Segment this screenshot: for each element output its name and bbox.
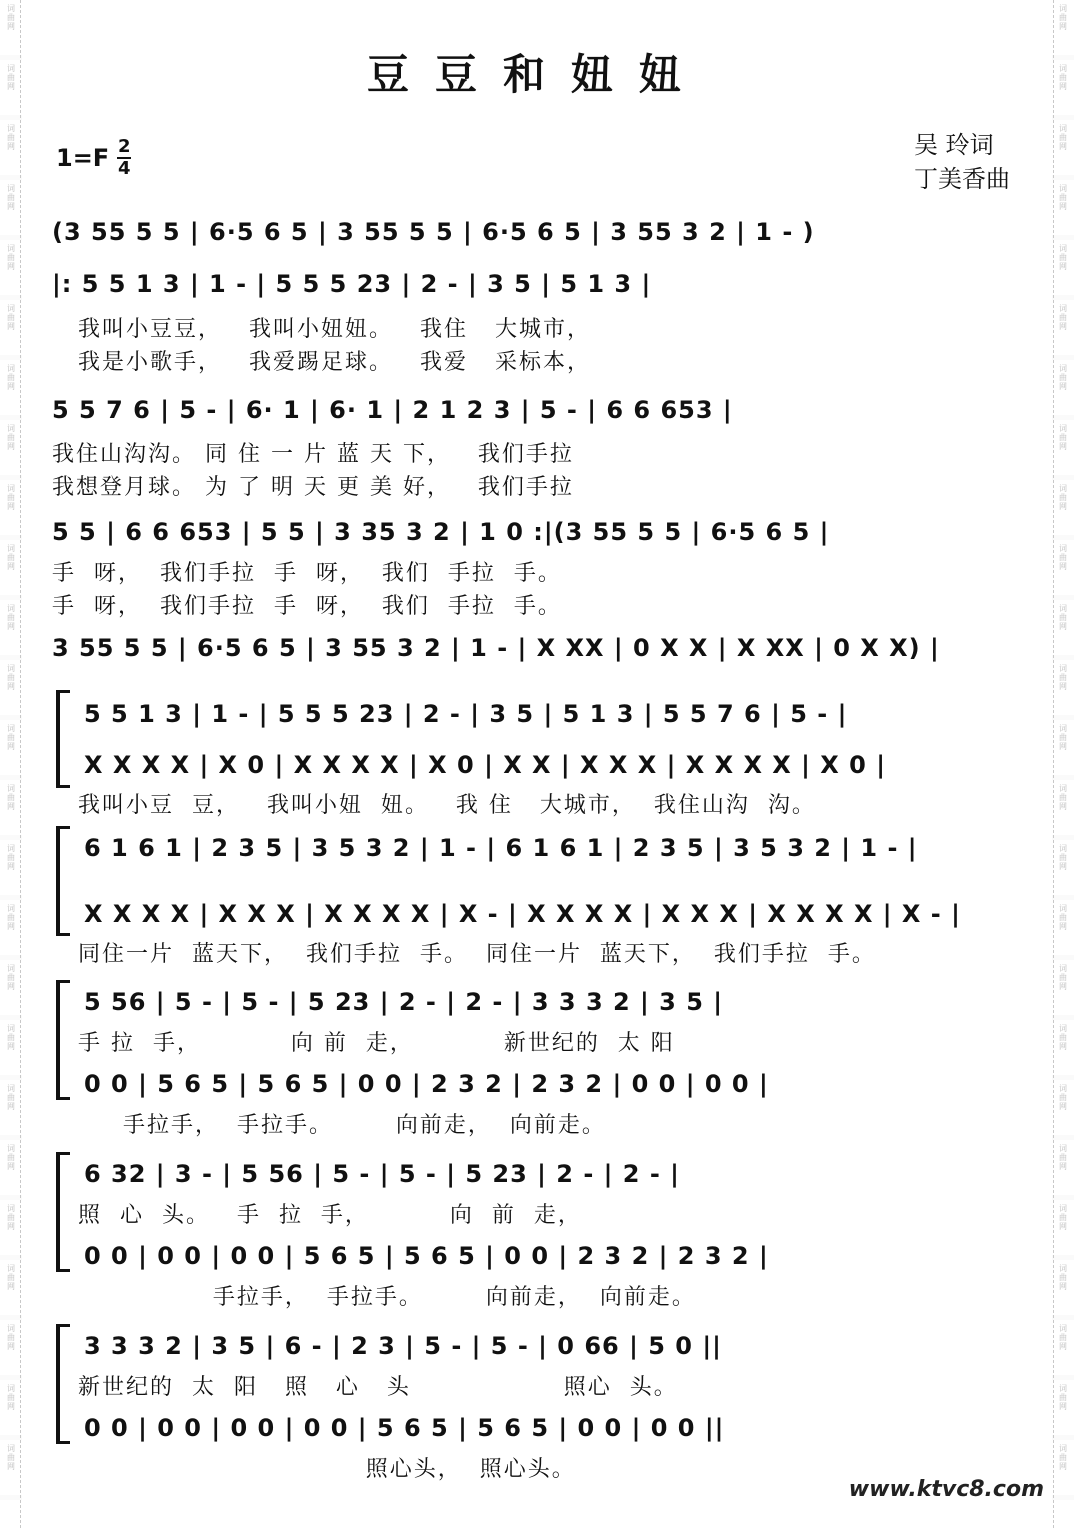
right-watermark-strip [1052,0,1074,1528]
watermark-text: 词 曲 网 [7,64,15,91]
watermark-text: 词 曲 网 [1059,1444,1067,1471]
lyric-line-4: 我想登月球。 为 了 明 天 更 美 好， 我们手拉 [52,475,574,500]
notation-line-11: 0 0 | 5 6 5 | 5 6 5 | 0 0 | 2 3 2 | 2 3 2 | 0 0 | 0 0 | [84,1070,769,1098]
notation-line-15: 0 0 | 0 0 | 0 0 | 0 0 | 5 6 5 | 5 6 5 | 0 0 | 0 0 || [84,1414,725,1442]
composer-credit: 丁美香曲 [914,165,1010,193]
lyricist-credit: 吴 玲词 [914,131,994,159]
system-brace-4 [56,1152,70,1272]
watermark-text: 词 曲 网 [7,1084,15,1111]
lyric-line-8: 同住一片 蓝天下， 我们手拉 手。 同住一片 蓝天下， 我们手拉 手。 [78,942,876,967]
watermark-text: 词 曲 网 [1059,304,1067,331]
watermark-text: 词 曲 网 [1059,4,1067,31]
watermark-text: 词 曲 网 [1059,784,1067,811]
watermark-text: 词 曲 网 [7,184,15,211]
lyric-line-10: 手拉手， 手拉手。 向前走， 向前走。 [78,1113,606,1138]
lyric-line-3: 我住山沟沟。 同 住 一 片 蓝 天 下， 我们手拉 [52,442,574,467]
key-label: 1=F [56,144,110,172]
lyric-line-7: 我叫小豆 豆， 我叫小妞 妞。 我 住 大城市， 我住山沟 沟。 [78,793,816,818]
watermark-text: 词 曲 网 [7,844,15,871]
watermark-text: 词 曲 网 [7,964,15,991]
notation-line-2: |: 5 5 1 3 | 1 - | 5 5 5 23 | 2 - | 3 5 | 5 1 3 | [52,270,652,298]
site-logo: www.ktvc8.com [848,1477,1044,1502]
watermark-text: 词 曲 网 [1059,964,1067,991]
watermark-text: 词 曲 网 [7,1264,15,1291]
watermark-text: 词 曲 网 [1059,64,1067,91]
notation-line-3: 5 5 7 6 | 5 - | 6· 1 | 6· 1 | 2 1 2 3 | 5 - | 6 6 653 | [52,396,733,424]
watermark-text: 词 曲 网 [1059,1384,1067,1411]
notation-line-13: 0 0 | 0 0 | 0 0 | 5 6 5 | 5 6 5 | 0 0 | 2 3 2 | 2 3 2 | [84,1242,769,1270]
watermark-text: 词 曲 网 [1059,1204,1067,1231]
lyric-line-13: 新世纪的 太 阳 照 心 头 照心 头。 [78,1375,678,1400]
watermark-text: 词 曲 网 [7,484,15,511]
watermark-text: 词 曲 网 [7,1144,15,1171]
watermark-text: 词 曲 网 [7,424,15,451]
watermark-text: 词 曲 网 [7,904,15,931]
watermark-text: 词 曲 网 [1059,1144,1067,1171]
watermark-text: 词 曲 网 [7,304,15,331]
system-brace-1 [56,690,70,788]
left-watermark-strip [0,0,22,1528]
lyric-line-9: 手 拉 手， 向 前 走， 新世纪的 太 阳 [78,1031,675,1056]
watermark-text: 词 曲 网 [1059,244,1067,271]
notation-line-7: X X X X | X 0 | X X X X | X 0 | X X | X X X | X X X X | X 0 | [84,751,886,779]
notation-line-1: (3 55 5 5 | 6·5 6 5 | 3 55 5 5 | 6·5 6 5 | 3 55 3 2 | 1 - ) [52,218,815,246]
watermark-text: 词 曲 网 [1059,124,1067,151]
notation-line-4: 5 5 | 6 6 653 | 5 5 | 3 35 3 2 | 1 0 :|(3 55 5 5 | 6·5 6 5 | [52,518,830,546]
watermark-text: 词 曲 网 [7,544,15,571]
watermark-text: 词 曲 网 [1059,724,1067,751]
watermark-text: 词 曲 网 [7,784,15,811]
watermark-text: 词 曲 网 [7,364,15,391]
lyric-line-6: 手 呀， 我们手拉 手 呀， 我们 手拉 手。 [52,594,562,619]
system-brace-3 [56,980,70,1100]
watermark-text: 词 曲 网 [7,1324,15,1351]
lyric-line-5: 手 呀， 我们手拉 手 呀， 我们 手拉 手。 [52,561,562,586]
watermark-text: 词 曲 网 [1059,484,1067,511]
credits [914,128,1010,196]
notation-line-6: 5 5 1 3 | 1 - | 5 5 5 23 | 2 - | 3 5 | 5 1 3 | 5 5 7 6 | 5 - | [84,700,848,728]
watermark-text: 词 曲 网 [7,664,15,691]
watermark-text: 词 曲 网 [1059,604,1067,631]
watermark-text: 词 曲 网 [1059,424,1067,451]
watermark-text: 词 曲 网 [1059,184,1067,211]
watermark-text: 词 曲 网 [7,124,15,151]
watermark-text: 词 曲 网 [7,244,15,271]
watermark-text: 词 曲 网 [1059,1024,1067,1051]
lyric-line-1: 我叫小豆豆， 我叫小妞妞。 我住 大城市， [78,317,591,342]
song-title: 豆豆和妞妞 [366,50,707,99]
key-signature [56,138,131,178]
watermark-text: 词 曲 网 [1059,664,1067,691]
notation-line-9: X X X X | X X X | X X X X | X - | X X X X | X X X | X X X X | X - | [84,900,961,928]
lyric-line-12: 手拉手， 手拉手。 向前走， 向前走。 [78,1285,696,1310]
watermark-text: 词 曲 网 [1059,1324,1067,1351]
watermark-text: 词 曲 网 [1059,1264,1067,1291]
system-brace-5 [56,1324,70,1444]
notation-line-5: 3 55 5 5 | 6·5 6 5 | 3 55 3 2 | 1 - | X XX | 0 X X | X XX | 0 X X) | [52,634,940,662]
notation-line-12: 6 32 | 3 - | 5 56 | 5 - | 5 - | 5 23 | 2 - | 2 - | [84,1160,680,1188]
watermark-text: 词 曲 网 [7,1384,15,1411]
time-signature: $\frac{2}{4}$ [117,136,131,179]
watermark-text: 词 曲 网 [1059,364,1067,391]
watermark-text: 词 曲 网 [7,1204,15,1231]
watermark-text: 词 曲 网 [1059,844,1067,871]
lyric-line-14: 照心头， 照心头。 [78,1457,576,1482]
watermark-text: 词 曲 网 [7,724,15,751]
system-brace-2 [56,826,70,936]
watermark-text: 词 曲 网 [1059,1084,1067,1111]
watermark-text: 词 曲 网 [7,1024,15,1051]
notation-line-14: 3 3 3 2 | 3 5 | 6 - | 2 3 | 5 - | 5 - | 0 66 | 5 0 || [84,1332,722,1360]
watermark-text: 词 曲 网 [7,1444,15,1471]
watermark-text: 词 曲 网 [1059,544,1067,571]
watermark-text: 词 曲 网 [7,604,15,631]
lyric-line-2: 我是小歌手， 我爱踢足球。 我爱 采标本， [78,350,591,375]
notation-line-10: 5 56 | 5 - | 5 - | 5 23 | 2 - | 2 - | 3 3 3 2 | 3 5 | [84,988,724,1016]
watermark-text: 词 曲 网 [1059,904,1067,931]
watermark-text: 词 曲 网 [7,4,15,31]
notation-line-8: 6 1 6 1 | 2 3 5 | 3 5 3 2 | 1 - | 6 1 6 1 | 2 3 5 | 3 5 3 2 | 1 - | [84,834,918,862]
lyric-line-11: 照 心 头。 手 拉 手， 向 前 走， [78,1203,582,1228]
